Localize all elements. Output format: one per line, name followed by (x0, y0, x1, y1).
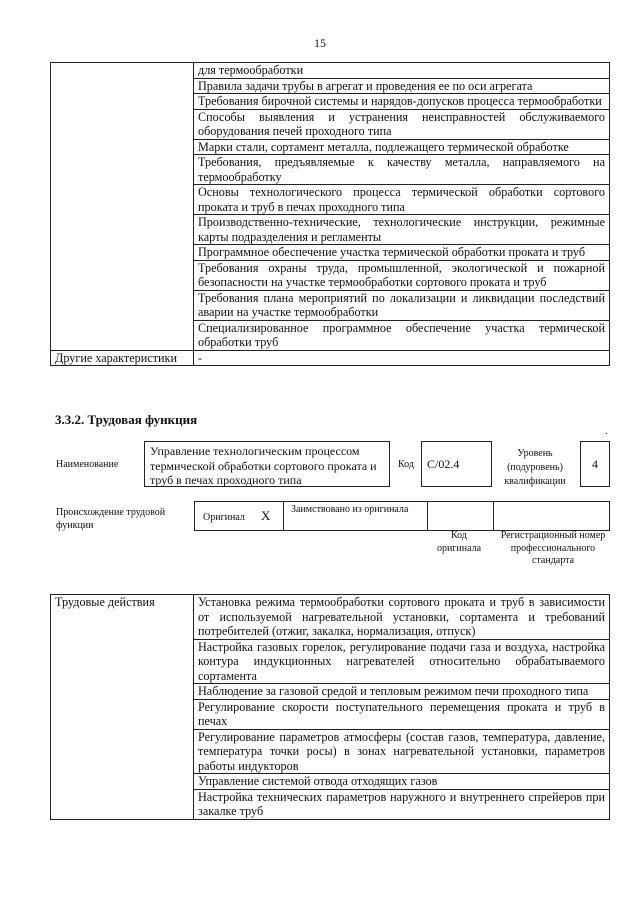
list-item: Управление системой отвода отходящих газов (194, 774, 610, 790)
name-label: Наименование (56, 459, 119, 470)
function-code: С/02.4 (421, 441, 492, 487)
list-item: Производственно-технические, технологические инструкции, режимные карты подразделения и регламенты (194, 215, 610, 245)
divider (427, 502, 428, 530)
origin-label: Происхождение трудовой функции (56, 507, 166, 531)
borrowed-label: Заимствовано из оригинала (291, 504, 409, 515)
list-item: Требования охраны труда, промышленной, экологической и пожарной безопасности на участке термообработки сортового проката и труб (194, 260, 610, 290)
divider (493, 502, 494, 530)
table-row (51, 595, 610, 640)
original-label: Оригинал (203, 512, 245, 523)
list-item: Программное обеспечение участка термической обработки проката и труб (194, 245, 610, 261)
list-item: Наблюдение за газовой средой и тепловым режимом печи проходного типа (194, 684, 610, 700)
origin-row (194, 501, 610, 531)
list-item: Установка режима термообработки сортового проката и труб в зависимости от используемой нагревательной установки, сортамента и требований потребителей (отжиг, закалка, нормализация, отпуск) (194, 595, 610, 640)
list-item: Правила задачи трубы в агрегат и проведения ее по оси агрегата (194, 78, 610, 94)
list-item: Требования, предъявляемые к качеству металла, направляемого на термообработку (194, 155, 610, 185)
stray-mark: . (605, 426, 608, 437)
row-label (51, 63, 194, 351)
list-item: Способы выявления и устранения неисправностей обслуживаемого оборудования печей проходного типа (194, 109, 610, 139)
original-mark: X (261, 508, 271, 523)
level-label: Уровень (подуровень) квалификации (504, 448, 566, 487)
list-item: Марки стали, сортамент металла, подлежащего термической обработке (194, 139, 610, 155)
list-item: Требования плана мероприятий по локализации и ликвидации последствий аварии на участке термообработки (194, 290, 610, 320)
row-label: Трудовые действия (51, 595, 194, 820)
list-item: Настройка технических параметров наружного и внутреннего спрейеров при закалке труб (194, 789, 610, 819)
table-row (51, 63, 610, 79)
list-item: Регулирование параметров атмосферы (состав газов, температура, давление, температура точки росы) в зонах нагревательной установки, параметров работы индукторов (194, 729, 610, 774)
level-value: 4 (580, 441, 610, 487)
code-original-caption: Код оригинала (436, 530, 482, 554)
list-item: - (194, 350, 610, 366)
section-heading: 3.3.2. Трудовая функция (55, 412, 198, 427)
list-item: Настройка газовых горелок, регулирование подачи газа и воздуха, настройка контура индукционных нагревателей относительно обрабатываемого сортамента (194, 639, 610, 684)
labor-actions-table (50, 594, 610, 820)
list-item: Регулирование скорости поступательного перемещения проката и труб в печах (194, 699, 610, 729)
list-item: Основы технологического процесса термической обработки сортового проката и труб в печах проходного типа (194, 185, 610, 215)
list-item: Специализированное программное обеспечение участка термической обработки труб (194, 320, 610, 350)
code-label: Код (398, 459, 414, 470)
list-item: Требования бирочной системы и нарядов-допусков процесса термообработки (194, 94, 610, 110)
reg-number-caption: Регистрационный номер профессионального стандарта (500, 530, 606, 566)
page-number: 15 (314, 36, 326, 50)
function-name: Управление технологическим процессом термической обработки сортового проката и труб в печах проходного типа (144, 441, 390, 487)
knowledge-table (50, 62, 610, 366)
list-item: для термообработки (194, 63, 610, 79)
divider (283, 502, 284, 530)
row-label: Другие характеристики (51, 350, 194, 366)
table-row (51, 350, 610, 366)
